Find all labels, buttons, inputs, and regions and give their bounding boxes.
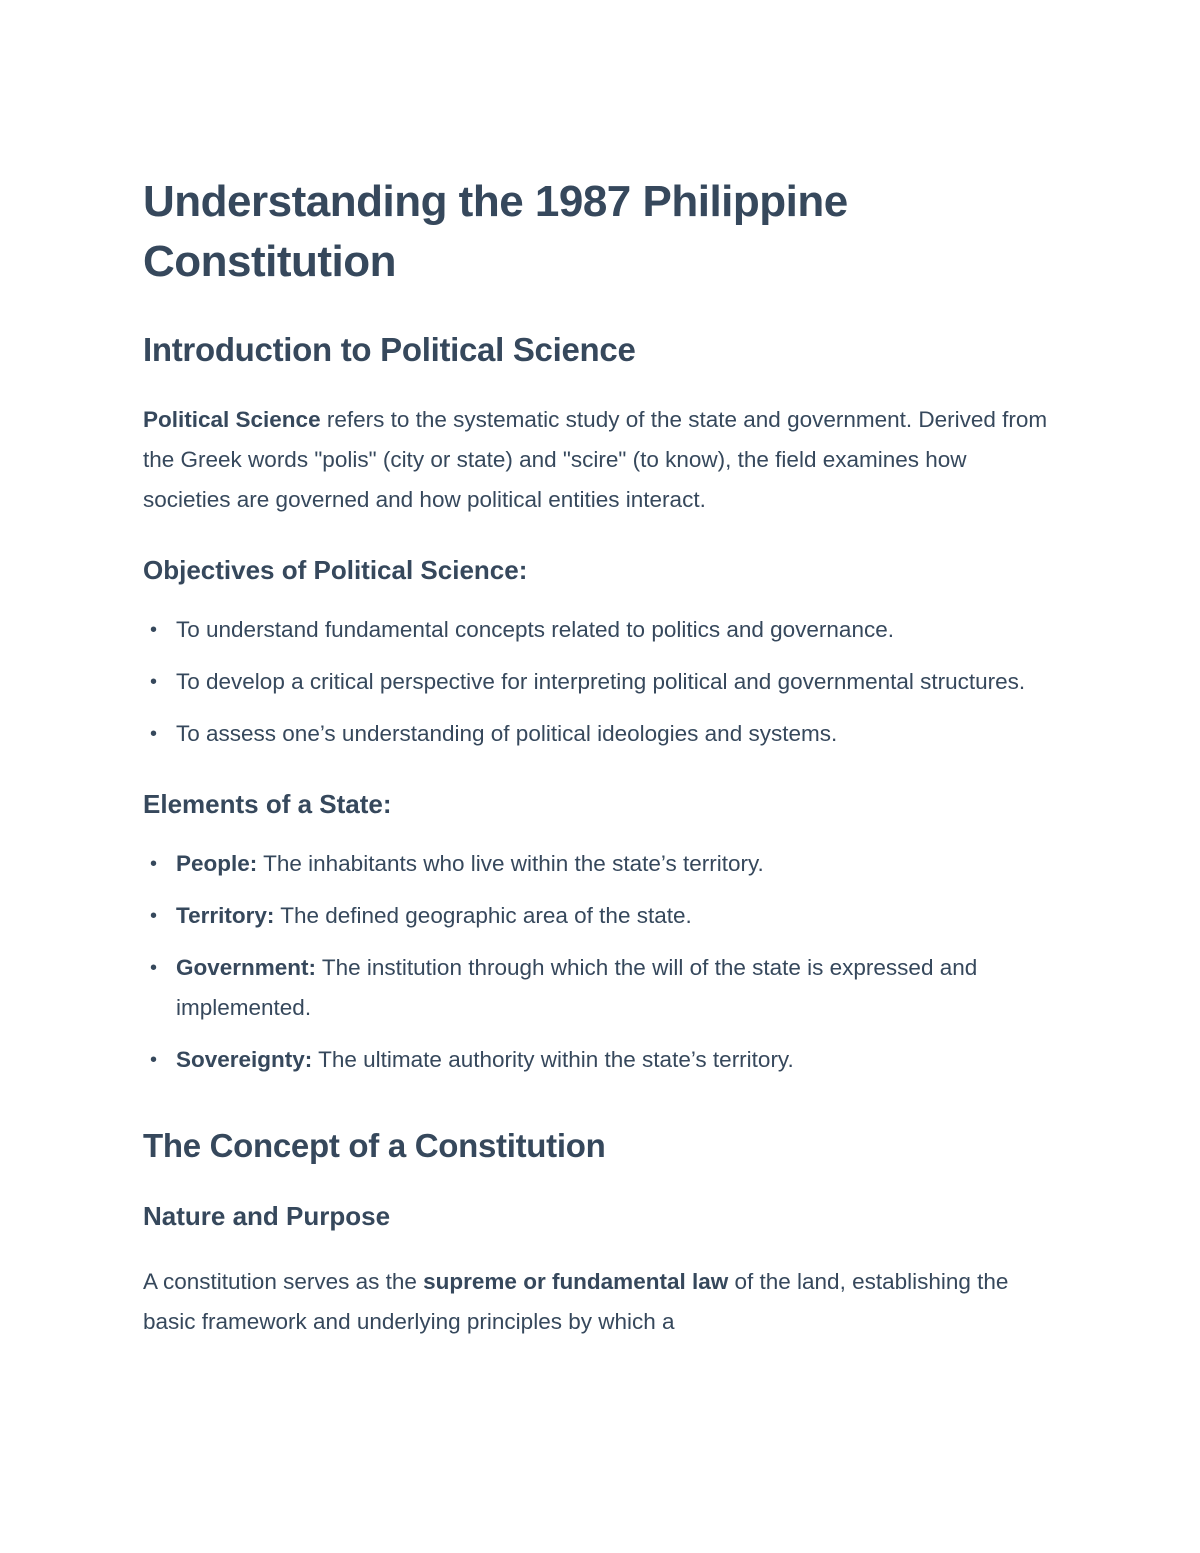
element-desc-sovereignty: The ultimate authority within the state’s territory.	[312, 1047, 794, 1072]
constitution-paragraph-bold-term: supreme or fundamental law	[423, 1269, 729, 1294]
section-heading-concept: The Concept of a Constitution	[143, 1127, 606, 1164]
element-desc-territory: The defined geographic area of the state.	[274, 903, 692, 928]
element-desc-government: The institution through which the will of the state is expressed and implemented.	[176, 955, 978, 1020]
constitution-paragraph	[143, 1262, 1060, 1342]
element-term-sovereignty: Sovereignty:	[176, 1047, 313, 1072]
constitution-paragraph-post: of the land, establishing the basic framework and underlying principles by which a	[143, 1269, 1009, 1334]
intro-paragraph-text: refers to the systematic study of the state and government. Derived from the Greek words "polis" (city or state) and "scire" (to know), the field examines how societies are governed and how political entities interact.	[143, 407, 1048, 512]
subheading-elements: Elements of a State:	[143, 789, 392, 819]
intro-paragraph	[143, 400, 1060, 520]
objective-item-3-text: To assess one’s understanding of political ideologies and systems.	[176, 721, 838, 746]
objective-item-1-text: To understand fundamental concepts related to politics and governance.	[176, 617, 894, 642]
objective-item-2	[143, 662, 1060, 702]
constitution-paragraph-pre: A constitution serves as the	[143, 1269, 424, 1294]
subheading-nature-purpose: Nature and Purpose	[143, 1201, 391, 1231]
element-term-territory: Territory:	[176, 903, 275, 928]
elements-list	[143, 844, 1060, 1080]
objective-item-3	[143, 714, 1060, 754]
document-title	[143, 172, 1060, 292]
document-title-line-1: Understanding the 1987 Philippine	[143, 177, 848, 226]
element-item-sovereignty	[143, 1040, 1060, 1080]
element-term-government: Government:	[176, 955, 317, 980]
element-item-government	[143, 948, 1060, 1028]
element-desc-people: The inhabitants who live within the state’s territory.	[257, 851, 764, 876]
objectives-list	[143, 610, 1060, 754]
element-item-territory	[143, 896, 1060, 936]
section-heading-introduction: Introduction to Political Science	[143, 331, 636, 368]
element-item-people	[143, 844, 1060, 884]
subheading-objectives: Objectives of Political Science:	[143, 555, 528, 585]
intro-paragraph-bold-term: Political Science	[143, 407, 321, 432]
objective-item-2-text: To develop a critical perspective for interpreting political and governmental structures.	[176, 669, 1026, 694]
objective-item-1	[143, 610, 1060, 650]
document-title-line-2: Constitution	[143, 237, 397, 286]
element-term-people: People:	[176, 851, 258, 876]
